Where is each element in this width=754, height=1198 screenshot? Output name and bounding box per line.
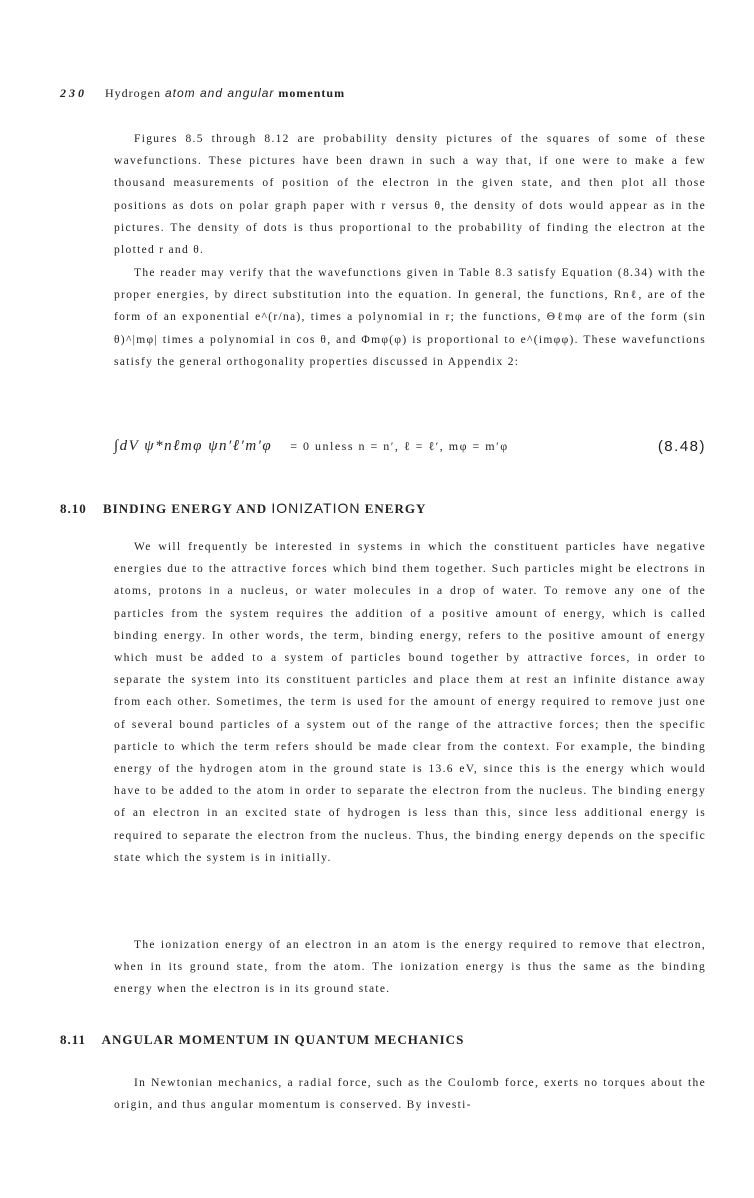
section-title: ANGULAR MOMENTUM IN QUANTUM MECHANICS — [101, 1032, 465, 1047]
paragraph-text: We will frequently be interested in systems in which the constituent particles have negative energies due to the attractive forces which bind them together. Such particles might be electrons in atoms, protons in a nucleus, or water molecules in a drop of water. To remove any one of the particles from the system requires the addition of a positive amount of energy, which is called binding energy. In other words, the term, binding energy, refers to the positive amount of energy which must be added to a system of particles bound together by attractive forces, in order to separate the system into its constituent particles and place them at rest an infinite distance away from each other. Sometimes, the term is used for the amount of energy required to remove just one of several bound particles of a system out of the range of the attractive forces; then the specific particle to which the term refers should be made clear from the context. For example, the binding energy of the hydrogen atom in the ground state is 13.6 eV, since this is the energy which would have to be added to the atom in order to separate the electron from the nucleus. The binding energy of an electron in an excited state of hydrogen is less than this, since less additional energy is required to separate the electron from the nucleus. Thus, the binding energy depends on the specific state which the system is in initially. — [114, 541, 706, 864]
equation-rhs: = 0 unless n = n′, ℓ = ℓ′, mφ = m′φ — [290, 439, 509, 453]
section-title-c: ENERGY — [364, 501, 427, 516]
paragraph-text: The ionization energy of an electron in an atom is the energy required to remove that electron, when in its ground state, from the atom. The ionization energy is thus the same as the binding energy when the electron is in its ground state. — [114, 939, 706, 996]
running-title-1: Hydrogen — [105, 86, 161, 100]
paragraph-binding-energy — [114, 536, 706, 869]
paragraph-text: In Newtonian mechanics, a radial force, such as the Coulomb force, exerts no torques about the origin, and thus angular momentum is conserved. By investi- — [114, 1077, 706, 1112]
paragraph-angular-momentum — [114, 1072, 706, 1116]
section-number: 8.10 — [60, 501, 87, 516]
running-title-2: atom and angular — [165, 86, 275, 100]
equation-8-48 — [114, 438, 706, 455]
section-title-b: IONIZATION — [271, 500, 361, 516]
paragraph-text: The reader may verify that the wavefunctions given in Table 8.3 satisfy Equation (8.34) with the proper energies, by direct substitution into the equation. In general, the functions, Rnℓ, are of the form of an exponential e^(r/na), times a polynomial in r; the functions, Θℓmφ are of the form (sin θ)^|mφ| times a polynomial in cos θ, and Φmφ(φ) is proportional to e^(imφφ). These wavefunctions satisfy the general orthogonality properties discussed in Appendix 2: — [114, 267, 706, 368]
section-heading-8-10 — [60, 500, 426, 517]
equation-number: (8.48) — [657, 438, 706, 455]
section-title-a: BINDING ENERGY AND — [103, 501, 268, 516]
equation-lhs: ∫dV ψ*nℓmφ ψn′ℓ′m′φ — [114, 438, 273, 454]
section-heading-8-11 — [60, 1032, 464, 1048]
paragraph-text: Figures 8.5 through 8.12 are probability density pictures of the squares of some of these wavefunctions. These pictures have been drawn in such a way that, if one were to make a few thousand measurements of position of the electron in the given state, and then plot all those positions as dots on polar graph paper with r versus θ, the density of dots would appear as in the pictures. The density of dots is thus proportional to the probability of finding the electron at the plotted r and θ. — [114, 133, 706, 257]
paragraph-ionization-energy — [114, 934, 706, 1001]
running-title-3: momentum — [278, 86, 346, 100]
page-header — [60, 86, 345, 101]
section-number: 8.11 — [60, 1032, 87, 1047]
paragraph-wavefunctions — [114, 262, 706, 373]
paragraph-probability-density — [114, 128, 706, 261]
page-number: 230 — [60, 86, 87, 100]
